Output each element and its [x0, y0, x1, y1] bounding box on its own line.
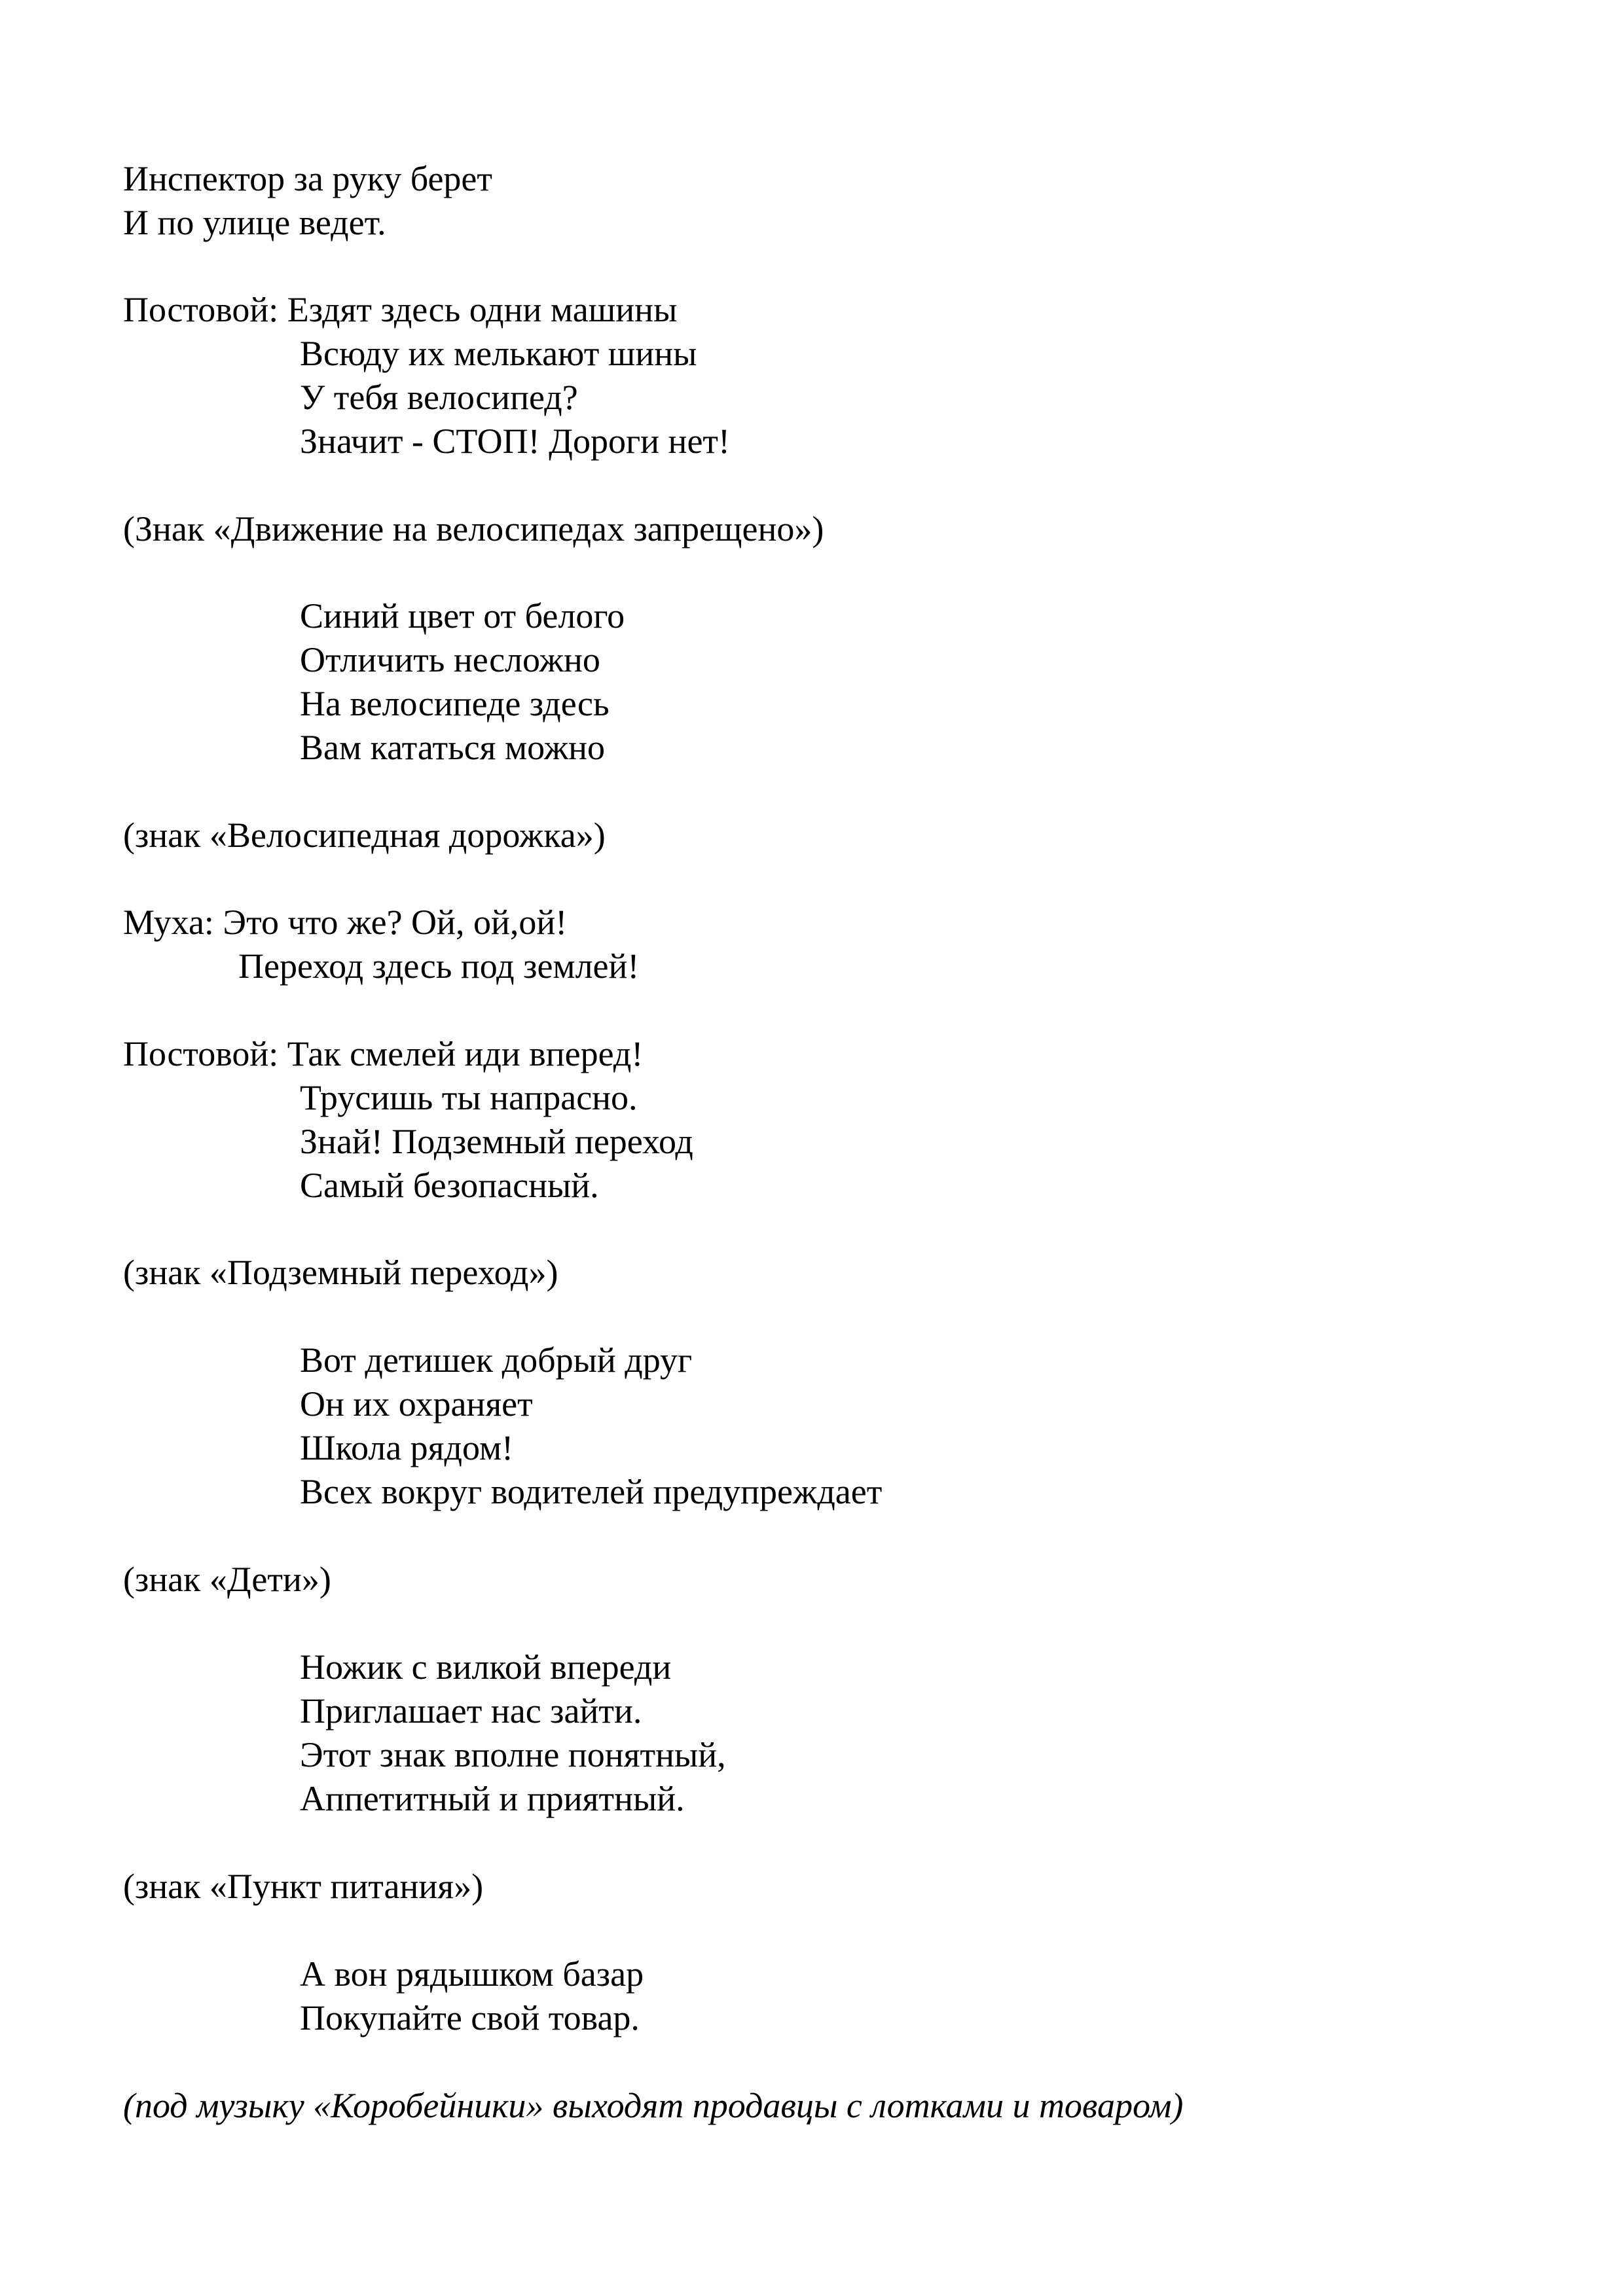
stage-direction: (знак «Пункт питания»): [123, 1867, 484, 1906]
speaker-line: Постовой: Ездят здесь одни машины: [123, 290, 678, 329]
verse-line: Значит - СТОП! Дороги нет!: [300, 422, 730, 461]
verse-line: Этот знак вполне понятный,: [300, 1735, 726, 1774]
verse-line: Знай! Подземный переход: [300, 1122, 693, 1161]
verse-line: Школа рядом!: [300, 1428, 514, 1467]
verse-line: Синий цвет от белого: [300, 596, 625, 636]
verse-line: Всюду их мелькают шины: [300, 334, 697, 373]
verse-line: Отличить несложно: [300, 640, 600, 679]
text-line: Инспектор за руку берет: [123, 159, 492, 198]
verse-line: Покупайте свой товар.: [300, 1998, 640, 2037]
verse-line: Самый безопасный.: [300, 1166, 599, 1205]
verse-line: У тебя велосипед?: [300, 378, 578, 417]
verse-line: А вон рядышком базар: [300, 1954, 644, 1994]
stage-direction: (знак «Велосипедная дорожка»): [123, 816, 606, 855]
verse-line: Аппетитный и приятный.: [300, 1779, 685, 1818]
stage-direction: (знак «Подземный переход»): [123, 1253, 558, 1292]
speaker-line: Муха: Это что же? Ой, ой,ой!: [123, 903, 568, 942]
verse-line: Трусишь ты напрасно.: [300, 1078, 638, 1117]
verse-line: Он их охраняет: [300, 1384, 533, 1424]
verse-line: Переход здесь под землей!: [238, 946, 640, 986]
verse-line: Ножик с вилкой впереди: [300, 1647, 672, 1687]
verse-line: На велосипеде здесь: [300, 684, 610, 723]
stage-direction: (Знак «Движение на велосипедах запрещено»): [123, 509, 824, 548]
speaker-line: Постовой: Так смелей иди вперед!: [123, 1034, 644, 1073]
verse-line: Приглашает нас зайти.: [300, 1691, 642, 1731]
stage-direction: (знак «Дети»): [123, 1560, 331, 1599]
stage-direction-italic: (под музыку «Коробейники» выходят продавцы с лотками и товаром): [123, 2086, 1184, 2125]
verse-line: Вам кататься можно: [300, 728, 606, 767]
text-line: И по улице ведет.: [123, 203, 386, 242]
verse-line: Вот детишек добрый друг: [300, 1340, 693, 1380]
verse-line: Всех вокруг водителей предупреждает: [300, 1472, 883, 1511]
